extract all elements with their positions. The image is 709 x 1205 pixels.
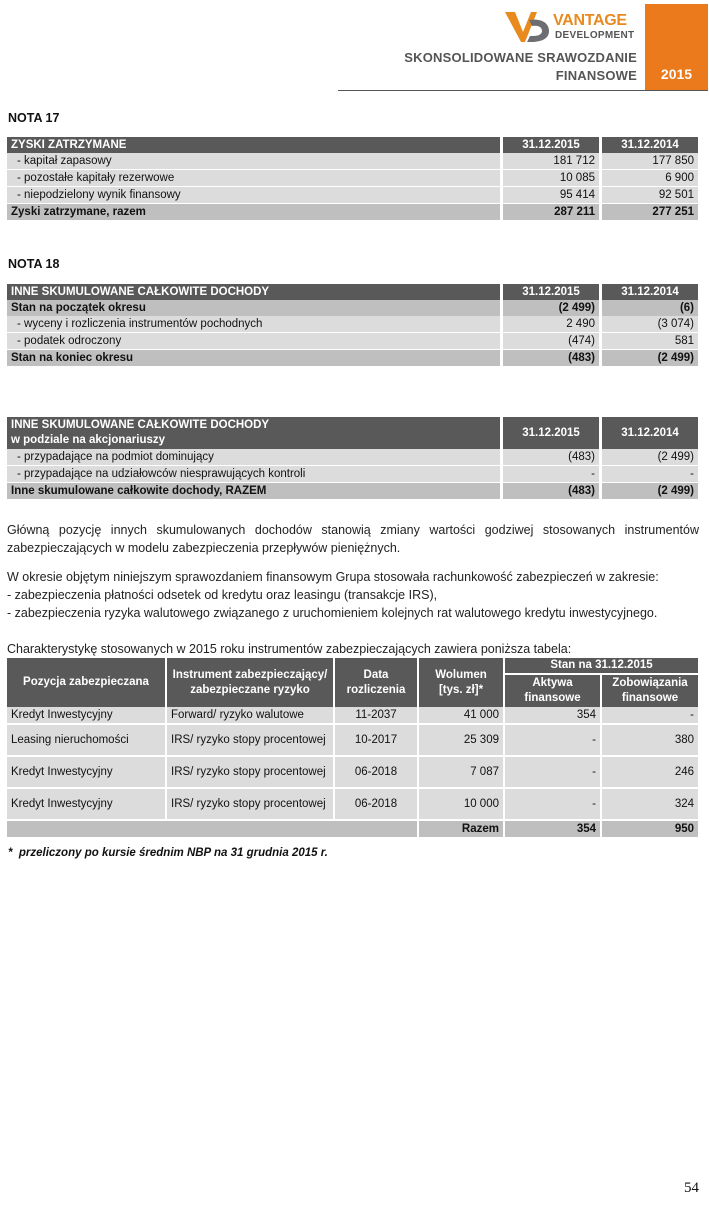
vd-logo-icon bbox=[503, 10, 551, 44]
col-2014: 31.12.2014 bbox=[599, 284, 698, 300]
table-row: - niepodzielony wynik finansowy 95 414 92 501 bbox=[7, 187, 698, 204]
col-2014: 31.12.2014 bbox=[599, 417, 698, 449]
table-row: - wyceny i rozliczenia instrumentów pochodnych 2 490 (3 074) bbox=[7, 316, 698, 333]
opening-balance-row: Stan na początek okresu (2 499) (6) bbox=[7, 300, 698, 316]
col-volume: Wolumen [tys. zł]* bbox=[417, 658, 503, 707]
oci-by-shareholders-table bbox=[7, 417, 698, 499]
col-instrument: Instrument zabezpieczający/ zabezpieczane ryzyko bbox=[165, 658, 333, 707]
closing-balance-row: Stan na koniec okresu (483) (2 499) bbox=[7, 350, 698, 366]
col-settlement-date: Data rozliczenia bbox=[333, 658, 417, 707]
col-group-balance: Stan na 31.12.2015 bbox=[503, 658, 698, 675]
table-row: Kredyt Inwestycyjny IRS/ ryzyko stopy procentowej 06-2018 10 000 - 324 bbox=[7, 789, 698, 821]
table-header: INNE SKUMULOWANE CAŁKOWITE DOCHODY w podziale na akcjonariuszy bbox=[7, 417, 500, 449]
col-financial-assets: Aktywa finansowe bbox=[503, 675, 600, 707]
retained-earnings-table bbox=[7, 137, 698, 220]
col-financial-liabilities: Zobowiązania finansowe bbox=[600, 675, 698, 707]
table-row: - przypadające na podmiot dominujący (483) (2 499) bbox=[7, 449, 698, 466]
oci-table bbox=[7, 284, 698, 366]
hedging-instruments-table bbox=[7, 658, 698, 837]
nota18-title: NOTA 18 bbox=[8, 257, 60, 271]
total-row bbox=[7, 821, 698, 837]
report-year-badge: 2015 bbox=[645, 4, 708, 90]
table-row: - podatek odroczony (474) 581 bbox=[7, 333, 698, 350]
table-row: Kredyt Inwestycyjny IRS/ ryzyko stopy procentowej 06-2018 7 087 - 246 bbox=[7, 757, 698, 789]
table-row: Kredyt Inwestycyjny Forward/ ryzyko walutowe 11-2037 41 000 354 - bbox=[7, 707, 698, 725]
total-label: Razem bbox=[417, 821, 503, 837]
col-2015: 31.12.2015 bbox=[500, 417, 599, 449]
report-title-line2: FINANSOWE bbox=[555, 68, 637, 83]
company-logo bbox=[503, 10, 643, 46]
paragraph-table-intro: Charakterystykę stosowanych w 2015 roku instrumentów zabezpieczających zawiera poniższa tabela: bbox=[7, 642, 572, 656]
footnote: * przeliczony po kursie średnim NBP na 31 grudnia 2015 r. bbox=[8, 847, 328, 859]
total-assets: 354 bbox=[503, 821, 600, 837]
col-2014: 31.12.2014 bbox=[599, 137, 698, 153]
table-header: ZYSKI ZATRZYMANE bbox=[7, 137, 500, 153]
table-header: INNE SKUMULOWANE CAŁKOWITE DOCHODY bbox=[7, 284, 500, 300]
table-row: - pozostałe kapitały rezerwowe 10 085 6 900 bbox=[7, 170, 698, 187]
logo-wordmark: VANTAGE bbox=[553, 12, 627, 29]
logo-subtitle: DEVELOPMENT bbox=[555, 30, 635, 41]
table-row: - kapitał zapasowy 181 712 177 850 bbox=[7, 153, 698, 170]
report-title-line1: SKONSOLIDOWANE SRAWOZDANIE bbox=[404, 50, 637, 65]
table-row: - przypadające na udziałowców niesprawujących kontroli - - bbox=[7, 466, 698, 483]
table-row: Leasing nieruchomości IRS/ ryzyko stopy procentowej 10-2017 25 309 - 380 bbox=[7, 725, 698, 757]
header-divider bbox=[338, 90, 708, 91]
col-2015: 31.12.2015 bbox=[500, 284, 599, 300]
col-hedged-item: Pozycja zabezpieczana bbox=[7, 658, 165, 707]
col-2015: 31.12.2015 bbox=[500, 137, 599, 153]
paragraph-hedge-accounting: W okresie objętym niniejszym sprawozdaniem finansowym Grupa stosowała rachunkowość zabezpieczeń w zakresie: - zabezpieczenia płatności odsetek od kredytu oraz leasingu (transakcje IRS), - zabezpieczenia ryzyka walutowego związanego z uruchomieniem kolejnych rat walutowego kredytu inwestycyjnego. bbox=[7, 570, 659, 620]
footnote-marker: * bbox=[8, 847, 13, 859]
page-number: 54 bbox=[684, 1180, 699, 1196]
nota17-title: NOTA 17 bbox=[8, 111, 60, 125]
total-row: Inne skumulowane całkowite dochody, RAZEM (483) (2 499) bbox=[7, 483, 698, 499]
total-row: Zyski zatrzymane, razem 287 211 277 251 bbox=[7, 204, 698, 220]
paragraph-oci-description: Główną pozycję innych skumulowanych dochodów stanowią zmiany wartości godziwej stosowanych instrumentów zabezpieczających w modelu zabezpieczenia przepływów pieniężnych. bbox=[7, 523, 699, 555]
total-liabilities: 950 bbox=[600, 821, 698, 837]
